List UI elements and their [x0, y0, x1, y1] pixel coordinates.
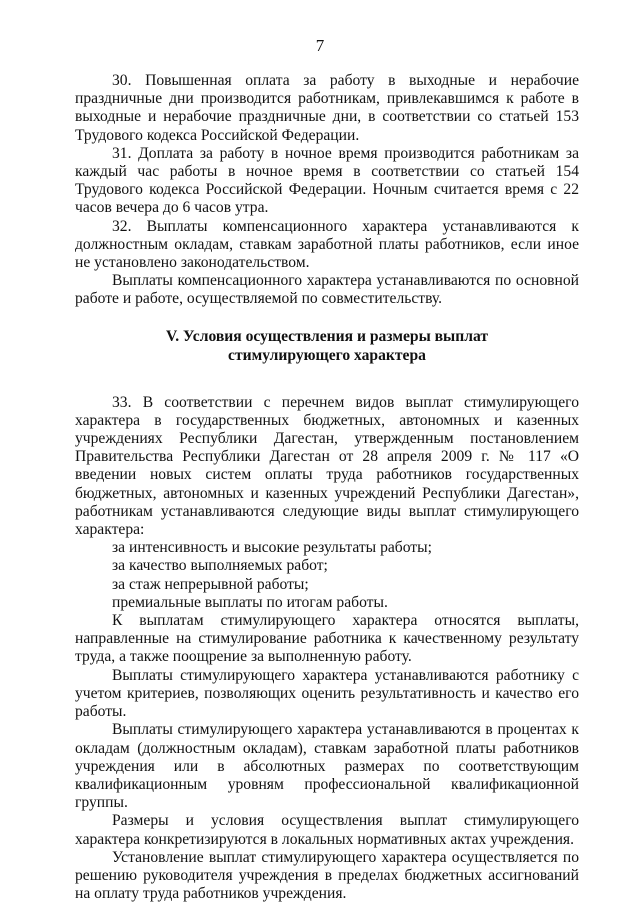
page-number: 7 — [315, 36, 325, 55]
document-body — [75, 72, 579, 903]
paragraph-stimulating-amounts: Выплаты стимулирующего характера устанавливаются в процентах к окладам (должностным окладам), ставкам заработной платы работников учреждения или в абсолютных размерах по соответствующим квалификационным уровням профессиональной квалификационной группы. — [75, 721, 579, 812]
paragraph-stimulating-definition: К выплатам стимулирующего характера относятся выплаты, направленные на стимулирование работника к качественному результату труда, а также поощрение за выполненную работу. — [75, 612, 579, 666]
paragraph-compensation-note: Выплаты компенсационного характера устанавливаются по основной работе и работе, осуществляемой по совместительству. — [75, 272, 579, 308]
paragraph-30: 30. Повышенная оплата за работу в выходные и нерабочие праздничные дни производится работникам, привлекавшимся к работе в выходные и нерабочие праздничные дни, в соответствии со статьей 153 Трудового кодекса Российской Федерации. — [75, 72, 579, 144]
list-item: за интенсивность и высокие результаты работы; — [112, 539, 432, 557]
paragraph-stimulating-criteria: Выплаты стимулирующего характера устанавливаются работнику с учетом критериев, позволяющих оценить результативность и качество его работы. — [75, 666, 579, 721]
section-heading-line-1: V. Условия осуществления и размеры выплат — [165, 327, 489, 345]
paragraph-31: 31. Доплата за работу в ночное время производится работникам за каждый час работы в ночное время в соответствии со статьей 154 Трудового кодекса Российской Федерации. Ночным считается время с 22 часов вечера до 6 часов утра. — [75, 144, 579, 217]
list-item: за стаж непрерывной работы; — [112, 575, 309, 593]
paragraph-local-acts: Размеры и условия осуществления выплат стимулирующего характера конкретизируются в локальных нормативных актах учреждения. — [75, 812, 579, 848]
list-item: премиальные выплаты по итогам работы. — [112, 593, 388, 611]
section-heading — [75, 327, 579, 365]
paragraph-head-decision: Установление выплат стимулирующего характера осуществляется по решению руководителя учреждения в пределах бюджетных ассигнований на оплату труда работников учреждения. — [75, 848, 579, 903]
list-item: за качество выполняемых работ; — [112, 557, 328, 575]
paragraph-32: 32. Выплаты компенсационного характера устанавливаются к должностным окладам, ставкам заработной платы работников, если иное не установлено законодательством. — [75, 217, 579, 272]
section-heading-line-2: стимулирующего характера — [228, 346, 426, 364]
paragraph-33: 33. В соответствии с перечнем видов выплат стимулирующего характера в государственных бюджетных, автономных и казенных учреждениях Республики Дагестан, утвержденным постановлением Правительства Республики Дагестан от 28 апреля 2009 г. № 117 «О введении новых систем оплаты труда работников государственных бюджетных, автономных и казенных учреждений Республики Дагестан», работникам устанавливаются следующие виды выплат стимулирующего характера: — [75, 393, 579, 539]
